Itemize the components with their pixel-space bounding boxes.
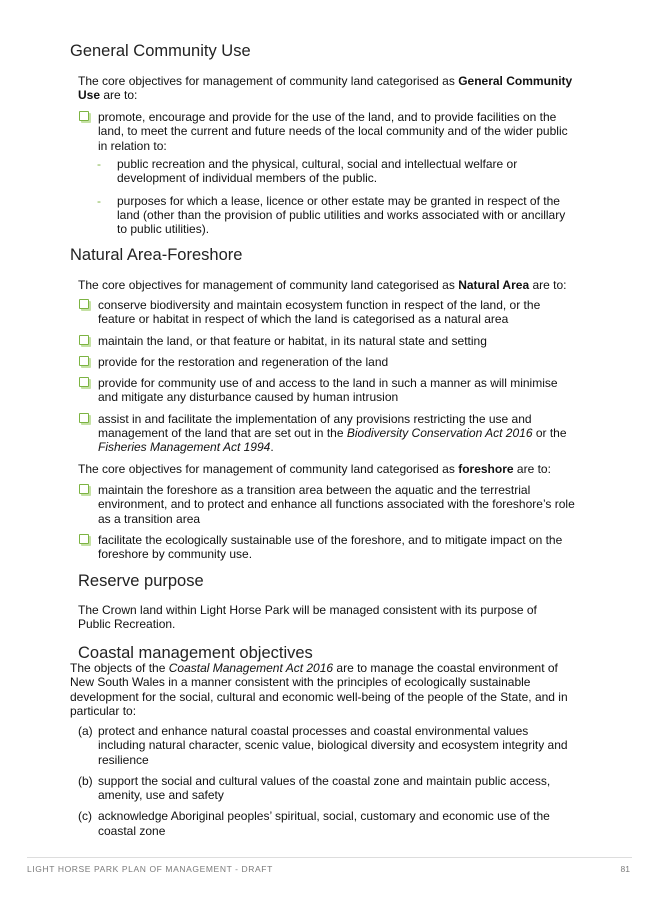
naf-bullet-5-pre: assist in and facilitate the implementation of any provisions restricting the use and management of the land that are set out in the [98,411,532,441]
gcu-bullet-1-text: promote, encourage and provide for the use of the land, and to provide facilities on the land, to meet the current and future needs of the local community and of the wider public in relation to: [98,110,568,153]
coastal-objective-b-text: support the social and cultural values of the coastal zone and maintain public access, amenity, use and safety [98,773,551,803]
square-bullet-icon [79,356,89,366]
foreshore-intro-post: are to: [513,462,551,476]
naf-bullet-4-text: provide for community use of and access to the land in such a manner as will minimise and mitigate any disturbance caused by human intrusion [98,376,558,405]
coastal-objectives-list [78,724,578,838]
naf-bullet-5-act1: Biodiversity Conservation Act 2016 [346,426,533,441]
naf-bullet-1 [78,298,578,327]
naf-intro-bold: Natural Area [458,278,530,292]
coastal-intro-post: are to manage the coastal environment of New South Wales in a manner consistent with the principles of ecologically sustainable development for the social, cultural and economic well-being of the people of the State, and in particular to: [70,661,568,718]
foreshore-intro [78,462,598,476]
dash-bullet-icon: - [97,193,101,208]
square-bullet-icon [79,335,89,345]
gcu-dash-list [97,157,572,236]
square-bullet-icon [79,111,89,121]
naf-bullet-5-mid: or the [532,426,567,441]
coastal-intro [70,661,580,718]
reserve-text: The Crown land within Light Horse Park will be managed consistent with its purpose of Public Recreation. [78,603,537,632]
coastal-objective-b [78,774,578,803]
square-bullet-icon [79,413,89,423]
naf-bullet-5-act2: Fisheries Management Act 1994 [98,440,271,455]
gcu-intro [78,74,588,103]
foreshore-intro-pre: The core objectives for management of community land categorised as [78,462,459,476]
square-bullet-icon [79,377,89,387]
page-number: 81 [620,864,630,874]
naf-bullet-2-text: maintain the land, or that feature or habitat, in its natural state and setting [98,333,487,348]
coastal-objective-c [78,809,578,838]
square-bullet-icon [79,484,89,494]
heading-natural-area-foreshore: Natural Area-Foreshore [70,246,243,264]
square-bullet-icon [79,299,89,309]
naf-bullet-1-text: conserve biodiversity and maintain ecosystem function in respect of the land, or the feature or habitat in respect of which the land is categorised as a natural area [98,298,541,327]
gcu-bullet-1 [78,110,578,153]
foreshore-bullet-list [78,483,578,561]
footer-title: LIGHT HORSE PARK PLAN OF MANAGEMENT - DRAFT [27,864,273,874]
gcu-bullet-list [78,110,578,153]
naf-intro-post: are to: [529,278,567,292]
foreshore-intro-bold: foreshore [458,462,514,476]
heading-coastal-management: Coastal management objectives [78,644,313,662]
naf-bullet-list [78,298,578,455]
naf-bullet-2 [78,334,578,348]
coastal-objective-a [78,724,578,767]
list-marker: (b) [78,773,93,788]
list-marker: (a) [78,724,93,738]
coastal-intro-act: Coastal Management Act 2016 [168,661,334,675]
naf-bullet-5 [78,412,578,455]
square-bullet-icon [79,534,89,544]
naf-bullet-3 [78,355,578,369]
foreshore-bullet-1 [78,483,578,526]
foreshore-bullet-2 [78,533,578,562]
foreshore-bullet-1-text: maintain the foreshore as a transition area between the aquatic and the terrestrial environment, and to protect and enhance all functions associated with the foreshore’s role as a transition area [98,483,575,526]
gcu-dash-1 [97,157,572,186]
gcu-intro-bold: General Community Use [78,74,573,103]
naf-bullet-3-text: provide for the restoration and regeneration of the land [98,354,389,369]
gcu-intro-post: are to: [100,88,138,103]
heading-reserve-purpose: Reserve purpose [78,572,204,590]
coastal-objective-c-text: acknowledge Aboriginal peoples’ spiritual, social, customary and economic use of the coastal zone [98,809,550,838]
heading-general-community-use: General Community Use [70,42,251,60]
gcu-dash-2-text: purposes for which a lease, licence or other estate may be granted in respect of the land (other than the provision of public utilities and works associated with or ancillary to public utilities). [117,193,566,237]
foreshore-bullet-2-text: facilitate the ecologically sustainable use of the foreshore, and to mitigate impact on the foreshore by community use. [98,532,563,562]
coastal-intro-pre: The objects of the [70,661,169,675]
naf-intro-pre: The core objectives for management of community land categorised as [78,278,459,292]
coastal-objective-a-text: protect and enhance natural coastal processes and coastal environmental values including natural character, scenic value, biological diversity and ecosystem integrity and resilience [98,724,568,767]
gcu-dash-2 [97,194,572,237]
naf-intro [78,278,598,292]
naf-bullet-4 [78,376,578,405]
naf-bullet-5-post: . [270,440,274,455]
list-marker: (c) [78,809,92,824]
dash-bullet-icon: - [97,157,101,171]
gcu-intro-pre: The core objectives for management of community land categorised as [78,74,459,88]
footer-divider [27,857,632,858]
gcu-dash-1-text: public recreation and the physical, cultural, social and intellectual welfare or development of individual members of the public. [117,157,518,186]
